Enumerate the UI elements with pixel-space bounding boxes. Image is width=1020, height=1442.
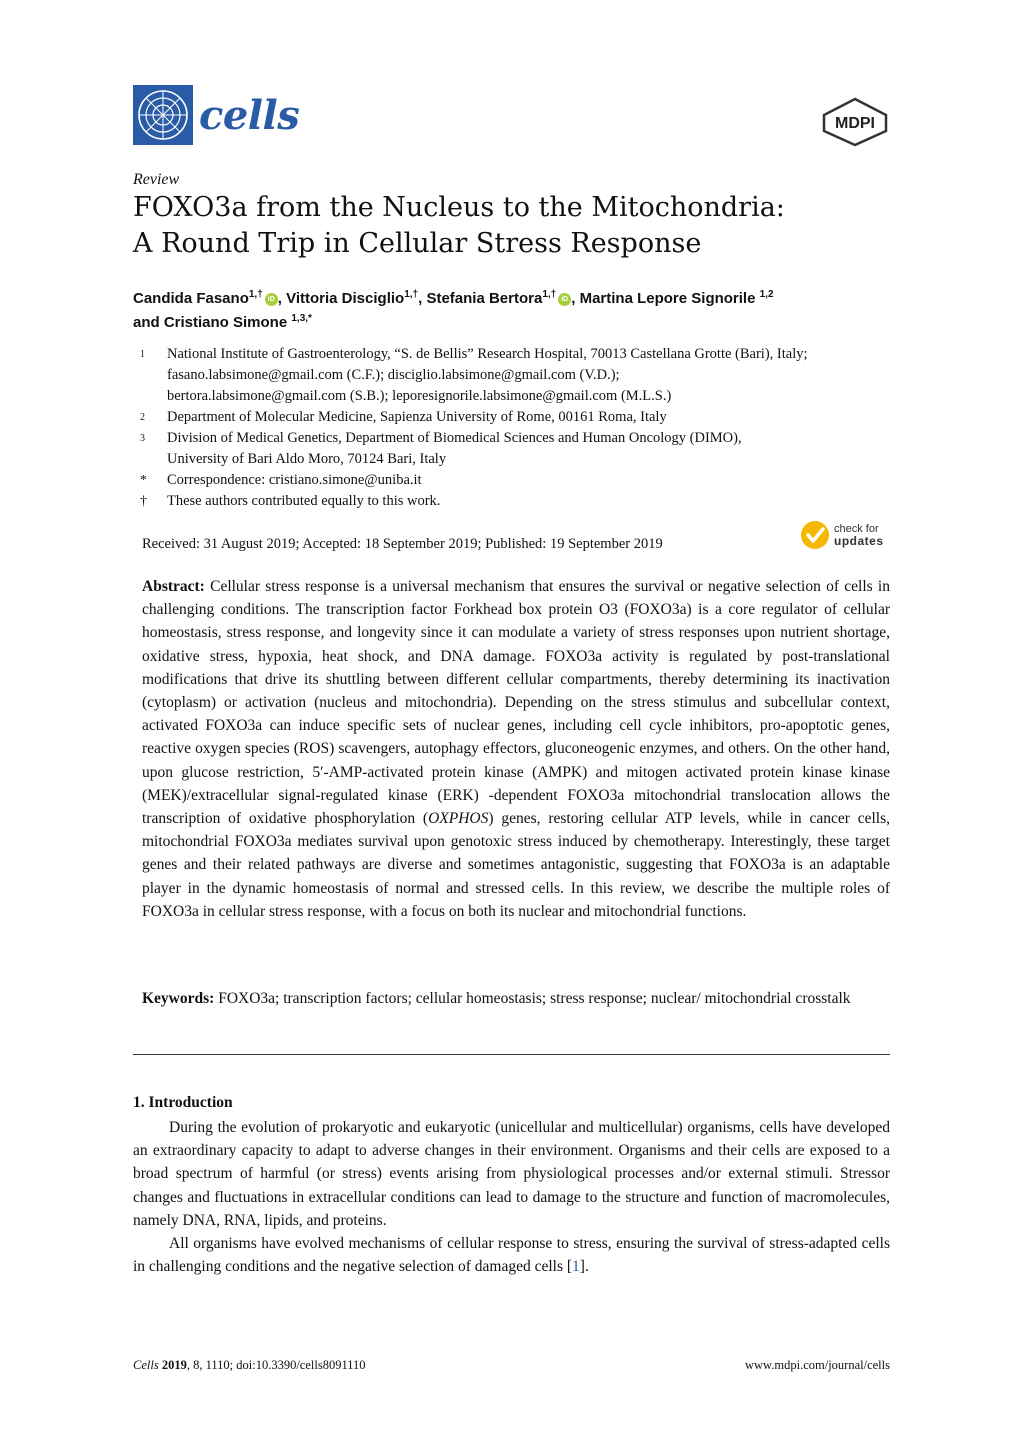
affiliation: 1 National Institute of Gastroenterology, “S. de Bellis” Research Hospital, 70013 Castellana Grotte (Bari), Italy; fasano.labsimone@gmail.com (C.F.); disciglio.labsimone@gmail.com (V.D.); bertora.labsimone@gmail.com (S.B.); leporesignorile.labsimone@gmail.com (M.L.S.)	[140, 344, 900, 407]
cell-sphere-icon	[133, 85, 193, 145]
title-line-2: A Round Trip in Cellular Stress Response	[133, 228, 702, 259]
author: Stefania Bertora	[426, 290, 543, 307]
paragraph: All organisms have evolved mechanisms of cellular response to stress, ensuring the survival of stress-adapted cells in challenging conditions and the negative selection of damaged cells [1].	[133, 1235, 890, 1276]
author-affiliation-marks: 1,†	[404, 289, 419, 300]
article-type: Review	[133, 171, 180, 188]
author: Vittoria Disciglio	[286, 290, 405, 307]
email-link[interactable]: bertora.labsimone@gmail.com (S.B.); leporesignorile.labsimone@gmail.com (M.L.S.)	[167, 388, 672, 404]
publication-dates: Received: 31 August 2019; Accepted: 18 September 2019; Published: 19 September 2019	[142, 536, 663, 552]
journal-name: cells	[199, 91, 300, 139]
author: and Cristiano Simone	[133, 314, 288, 331]
email-link[interactable]: fasano.labsimone@gmail.com (C.F.); disciglio.labsimone@gmail.com (V.D.);	[167, 367, 620, 383]
section-heading: 1. Introduction	[133, 1094, 233, 1111]
svg-text:MDPI: MDPI	[835, 115, 875, 132]
paragraph: During the evolution of prokaryotic and eukaryotic (unicellular and multicellular) organisms, cells have developed an extraordinary capacity to adapt to adverse changes in their environment. Organisms and their cells are exposed to a broad spectrum of harmful (or stress) events arising from physiological processes and/or external stimuli. Stressor changes and fluctuations in extracellular conditions can lead to damage to the structure and function of macromolecules, namely DNA, RNA, lipids, and proteins.	[133, 1119, 890, 1229]
orcid-icon[interactable]: iD	[558, 293, 571, 306]
citation-link[interactable]: 1	[572, 1258, 580, 1276]
author: Candida Fasano	[133, 290, 249, 307]
affiliation: 2 Department of Molecular Medicine, Sapienza University of Rome, 00161 Roma, Italy	[140, 409, 667, 425]
article-title	[133, 190, 893, 262]
keywords-label: Keywords:	[142, 990, 215, 1007]
check-for-updates-badge[interactable]: check for updates	[800, 520, 884, 550]
author-affiliation-marks: 1,†	[542, 289, 557, 300]
abstract-label: Abstract:	[142, 578, 205, 595]
introduction-body	[133, 1116, 890, 1278]
correspondence-email[interactable]: Correspondence: cristiano.simone@uniba.it	[167, 472, 422, 488]
title-line-1: FOXO3a from the Nucleus to the Mitochondria:	[133, 192, 785, 223]
equal-contribution-note: † These authors contributed equally to this work.	[140, 493, 441, 509]
author-list: Candida Fasano$^{1,\dagger}$ iD , Vittoria Disciglio$^{1,\dagger}$, Stefania Bertora$^{1,\dagger}$ iD , Martina Lepore Signorile $^{1,2}$ and Cristiano Simone $^{1,3,*}$	[133, 289, 774, 331]
section-divider	[133, 1054, 890, 1055]
affiliations	[140, 344, 900, 512]
author: Martina Lepore Signorile	[579, 290, 756, 307]
author-affiliation-marks: 1,†	[248, 289, 263, 300]
mdpi-logo-icon	[820, 97, 890, 147]
journal-logo	[133, 85, 299, 145]
author-affiliation-marks: 1,2	[759, 289, 774, 300]
correspondence: * Correspondence: cristiano.simone@uniba.it	[140, 470, 900, 491]
author-affiliation-marks: 1,3,*	[291, 313, 312, 324]
citation-footer: Cells 2019, 8, 1110; doi:10.3390/cells8091110	[133, 1358, 366, 1372]
abstract: Abstract: Cellular stress response is a universal mechanism that ensures the survival or negative selection of cells in challenging conditions. The transcription factor Forkhead box protein O3 (FOXO3a) is a core regulator of cellular homeostasis, stress response, and longevity since it can modulate a variety of stress responses upon nutrient shortage, oxidative stress, hypoxia, heat shock, and DNA damage. FOXO3a activity is regulated by post-translational modifications that drive its shuttling between different cellular compartments, thereby determining its inactivation (cytoplasm) or activation (nucleus and mitochondria). Depending on the stress stimulus and subcellular context, activated FOXO3a can induce specific sets of nuclear genes, including cell cycle inhibitors, pro-apoptotic genes, reactive oxygen species (ROS) scavengers, autophagy effectors, gluconeogenic enzymes, and others. On the other hand, upon glucose restriction, 5′-AMP-activated protein kinase (AMPK) and mitogen activated protein kinase kinase (MEK)/extracellular signal-regulated kinase (ERK) -dependent FOXO3a mitochondrial translocation allows the transcription of oxidative phosphorylation (OXPHOS) genes, restoring cellular ATP levels, while in cancer cells, mitochondrial FOXO3a mediates survival upon genotoxic stress induced by chemotherapy. Interestingly, these target genes and their related pathways are diverse and sometimes antagonistic, suggesting that FOXO3a is an adaptable player in the dynamic homeostasis of normal and stressed cells. In this review, we describe the multiple roles of FOXO3a in cellular stress response, with a focus on both its nuclear and mitochondrial functions.	[142, 578, 890, 920]
orcid-icon[interactable]: iD	[265, 293, 278, 306]
journal-url[interactable]: www.mdpi.com/journal/cells	[745, 1358, 890, 1372]
publisher-logo	[820, 97, 890, 152]
checkmark-icon	[800, 520, 830, 550]
keywords: Keywords: FOXO3a; transcription factors; cellular homeostasis; stress response; nuclear/ mitochondrial crosstalk	[142, 990, 851, 1007]
affiliation: 3 Division of Medical Genetics, Department of Biomedical Sciences and Human Oncology (DIMO), University of Bari Aldo Moro, 70124 Bari, Italy	[140, 430, 742, 467]
